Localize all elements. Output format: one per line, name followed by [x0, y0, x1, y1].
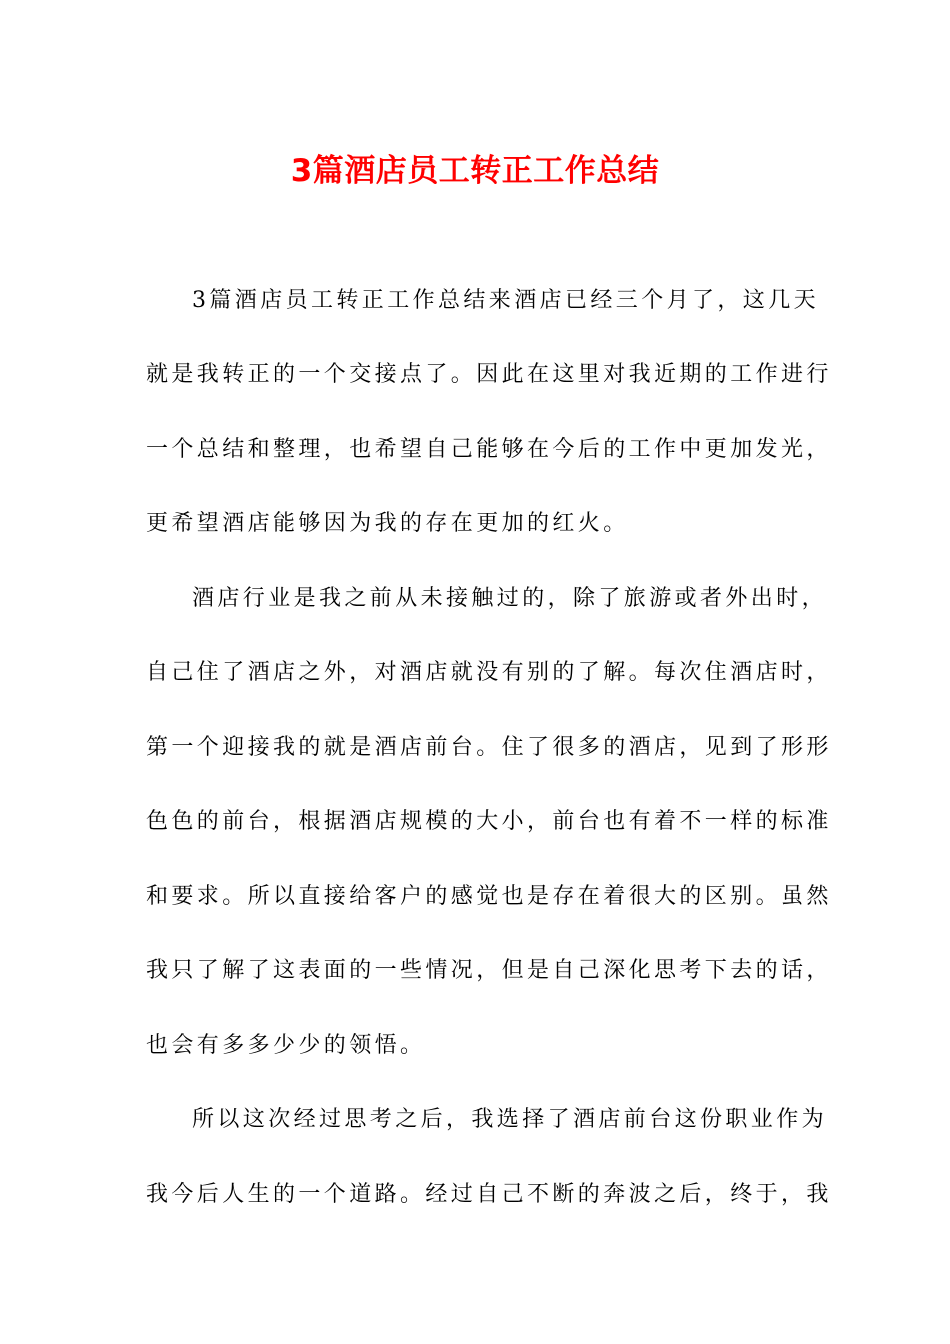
paragraph-3-line-1: 所以这次经过思考之后，我选择了酒店前台这份职业作为 — [192, 1107, 828, 1132]
paragraph-1-line-2: 就是我转正的一个交接点了。因此在这里对我近期的工作进行 — [146, 362, 832, 387]
paragraph-2-line-4: 色色的前台，根据酒店规模的大小，前台也有着不一样的标准 — [146, 809, 832, 834]
paragraph-1-line-4: 更希望酒店能够因为我的存在更加的红火。 — [146, 511, 629, 536]
paragraph-2-line-3: 第一个迎接我的就是酒店前台。住了很多的酒店，见到了形形 — [146, 735, 832, 760]
paragraph-3-line-2: 我今后人生的一个道路。经过自己不断的奔波之后，终于，我 — [146, 1182, 832, 1207]
document-title: 3篇酒店员工转正工作总结 — [290, 153, 660, 189]
paragraph-1-line-1: 3篇酒店员工转正工作总结来酒店已经三个月了，这几天 — [192, 288, 819, 313]
paragraph-2-line-6: 我只了解了这表面的一些情况，但是自己深化思考下去的话， — [146, 958, 832, 983]
paragraph-2-line-1: 酒店行业是我之前从未接触过的，除了旅游或者外出时， — [192, 586, 828, 611]
paragraph-2-line-7: 也会有多多少少的领悟。 — [146, 1033, 426, 1058]
paragraph-2-line-2: 自己住了酒店之外，对酒店就没有别的了解。每次住酒店时， — [146, 660, 832, 685]
paragraph-1-line-3: 一个总结和整理，也希望自己能够在今后的工作中更加发光， — [146, 437, 832, 462]
paragraph-2-line-5: 和要求。所以直接给客户的感觉也是存在着很大的区别。虽然 — [146, 884, 832, 909]
